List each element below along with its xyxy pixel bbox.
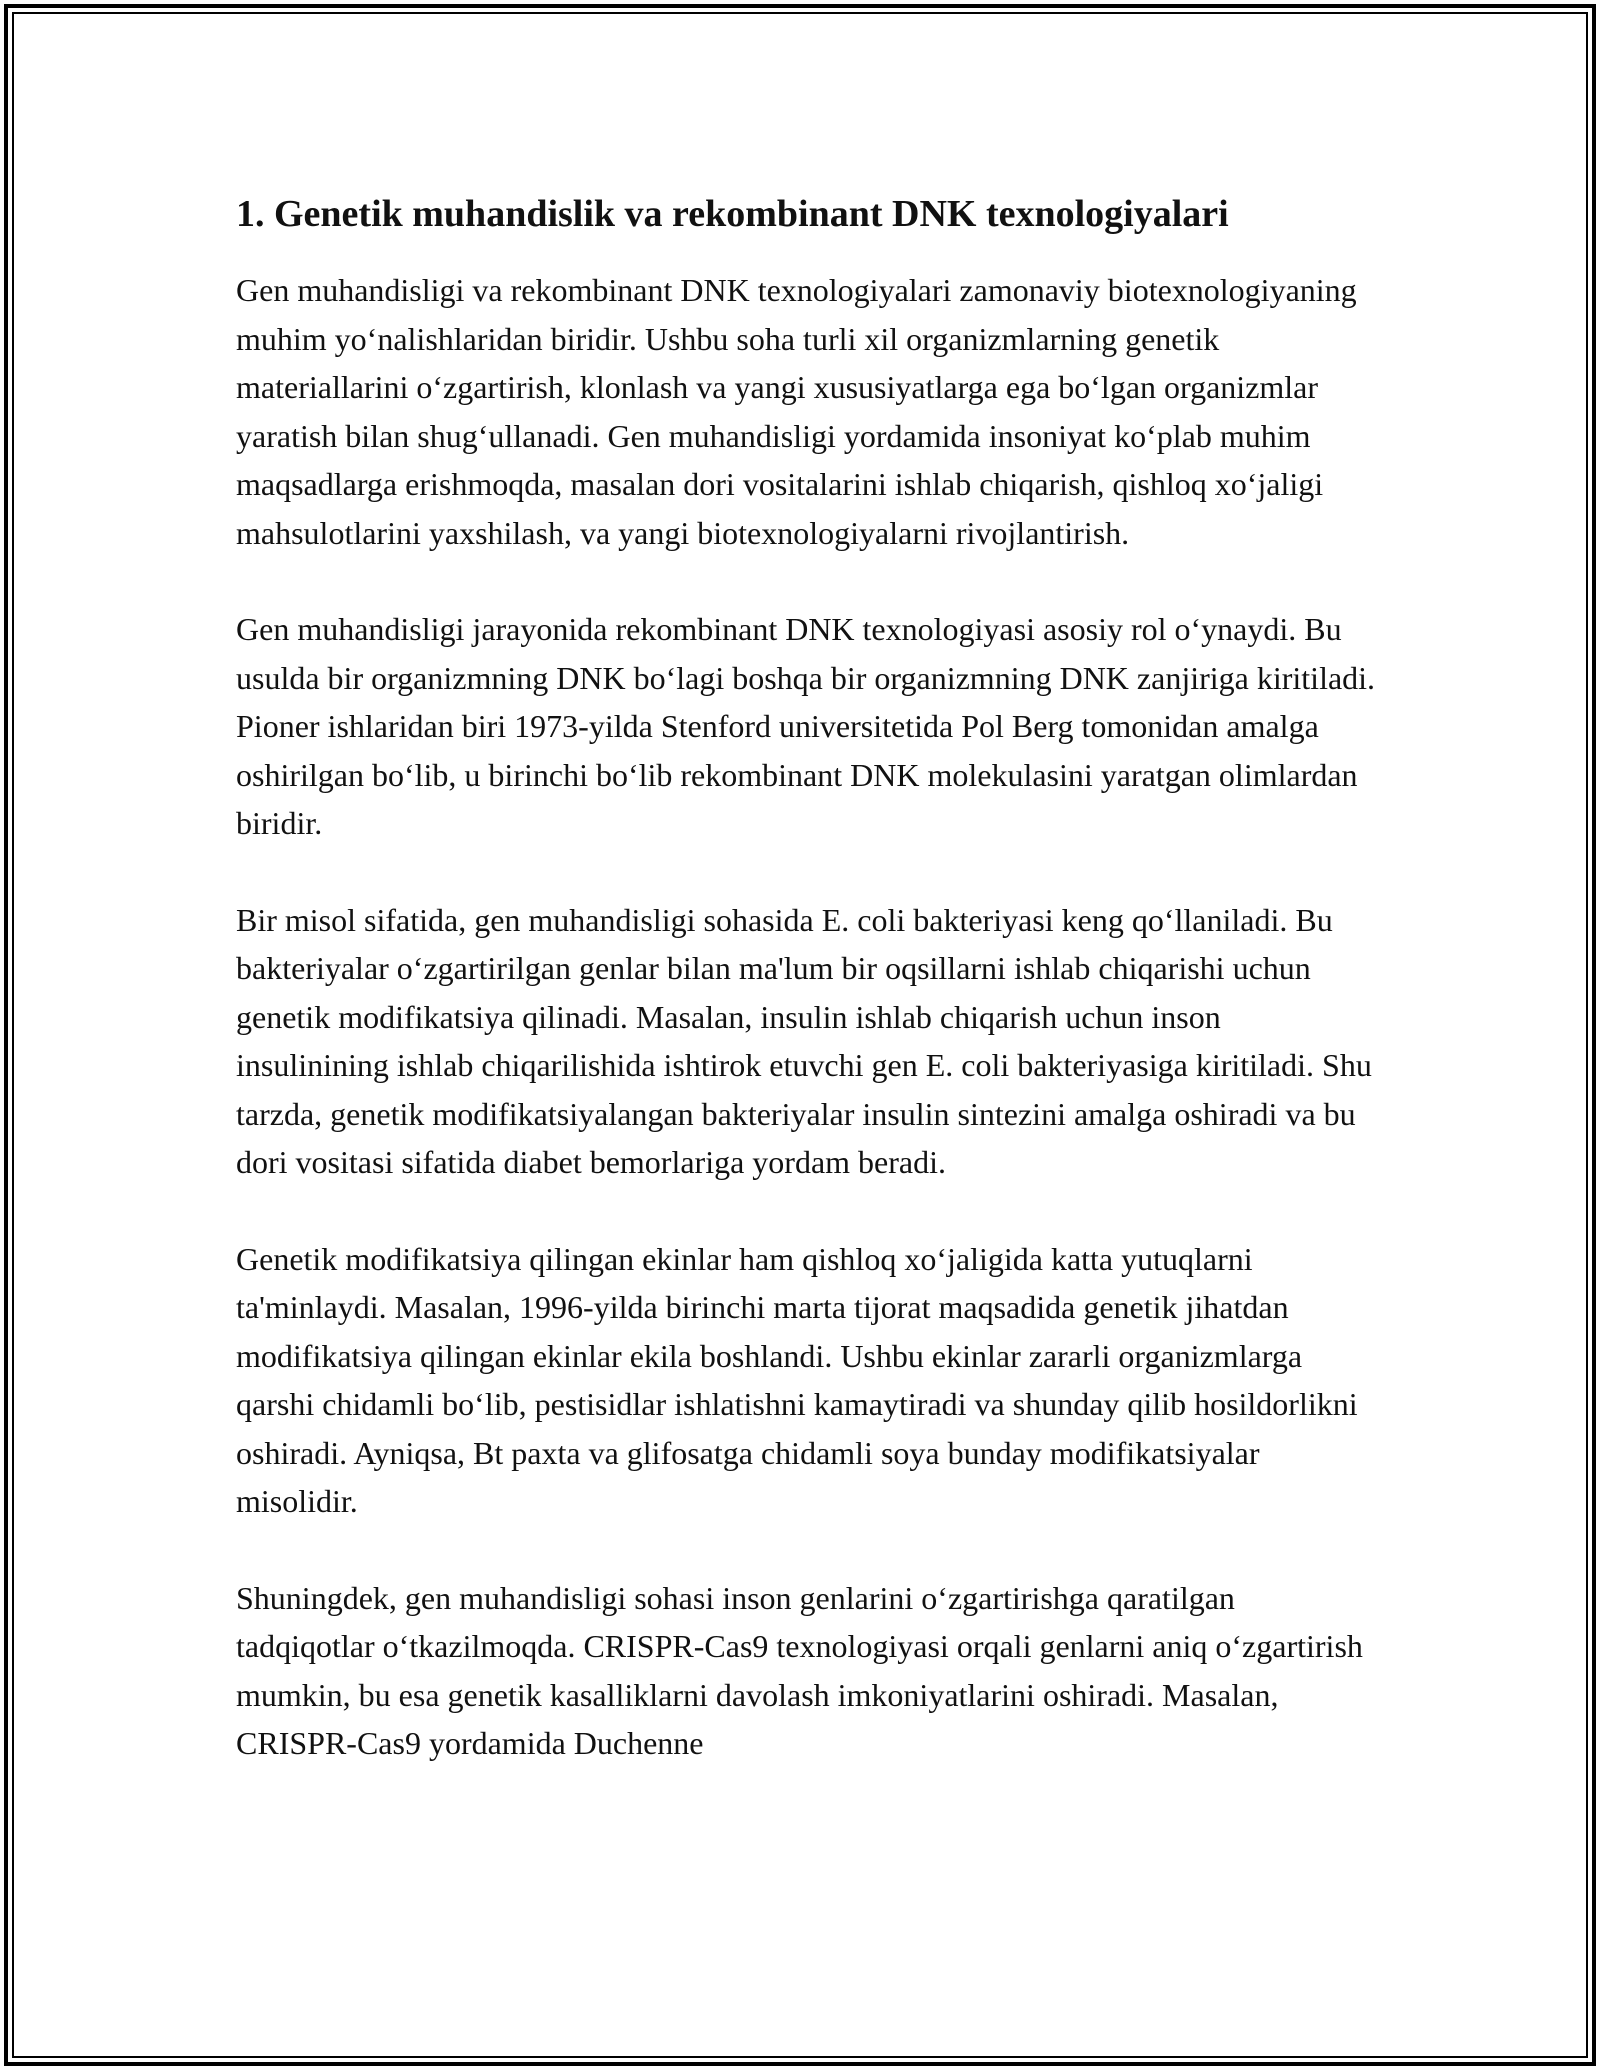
paragraph-1: Gen muhandisligi va rekombinant DNK texnologiyalari zamonaviy biotexnologiyaning muhim yo‘nalishlaridan biridir. Ushbu soha turli xil organizmlarning genetik materiallarini o‘zgartirish, klonlash va yangi xususiyatlarga ega bo‘lgan organizmlar yaratish bilan shug‘ullanadi. Gen muhandisligi yordamida insoniyat ko‘plab muhim maqsadlarga erishmoqda, masalan dori vositalarini ishlab chiqarish, qishloq xo‘jaligi mahsulotlarini yaxshilash, va yangi biotexnologiyalarni rivojlantirish. — [236, 272, 1357, 551]
paragraph-3: Bir misol sifatida, gen muhandisligi sohasida E. coli bakteriyasi keng qo‘llaniladi. Bu bakteriyalar o‘zgartirilgan genlar bilan ma'lum bir oqsillarni ishlab chiqarishi uchun genetik modifikatsiya qilinadi. Masalan, insulin ishlab chiqarish uchun inson insulinining ishlab chiqarilishida ishtirok etuvchi gen E. coli bakteriyasiga kiritiladi. Shu tarzda, genetik modifikatsiyalangan bakteriyalar insulin sintezini amalga oshiradi va bu dori vositasi sifatida diabet bemorlariga yordam beradi. — [236, 901, 1372, 1180]
document-body — [236, 186, 1376, 1768]
paragraph-2: Gen muhandisligi jarayonida rekombinant DNK texnologiyasi asosiy rol o‘ynaydi. Bu usulda bir organizmning DNK bo‘lagi boshqa bir organizmning DNK zanjiriga kiritiladi. Pioner ishlaridan biri 1973-yilda Stenford universitetida Pol Berg tomonidan amalga oshirilgan bo‘lib, u birinchi bo‘lib rekombinant DNK molekulasini yaratgan olimlardan biridir. — [236, 611, 1376, 841]
paragraph-4: Genetik modifikatsiya qilingan ekinlar ham qishloq xo‘jaligida katta yutuqlarni ta'minlaydi. Masalan, 1996-yilda birinchi marta tijorat maqsadida genetik jihatdan modifikatsiya qilingan ekinlar ekila boshlandi. Ushbu ekinlar zararli organizmlarga qarshi chidamli bo‘lib, pestisidlar ishlatishni kamaytiradi va shunday qilib hosildorlikni oshiradi. Ayniqsa, Bt paxta va glifosatga chidamli soya bunday modifikatsiyalar misolidir. — [236, 1240, 1358, 1519]
section-heading: 1. Genetik muhandislik va rekombinant DNK texnologiyalari — [236, 193, 1229, 235]
paragraph-5: Shuningdek, gen muhandisligi sohasi inson genlarini o‘zgartirishga qaratilgan tadqiqotlar o‘tkazilmoqda. CRISPR-Cas9 texnologiyasi orqali genlarni aniq o‘zgartirish mumkin, bu esa genetik kasalliklarni davolash imkoniyatlarini oshiradi. Masalan, CRISPR-Cas9 yordamida Duchenne — [236, 1579, 1363, 1761]
